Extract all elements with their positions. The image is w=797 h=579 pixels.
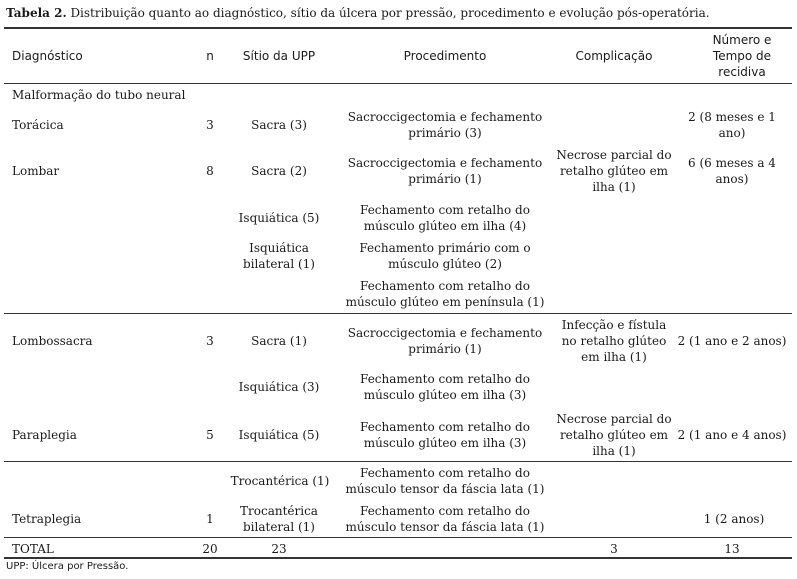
table-caption xyxy=(6,6,710,20)
header-n: n xyxy=(206,49,214,63)
rule-2 xyxy=(4,461,792,462)
recid-paraplegia: 2 (1 ano e 4 anos) xyxy=(677,428,787,442)
recid-toracica: 2 (8 meses e 1 ano) xyxy=(688,110,776,140)
diag-lombossacra: Lombossacra xyxy=(12,334,93,348)
n-paraplegia: 5 xyxy=(206,428,214,442)
recid-tetraplegia: 1 (2 anos) xyxy=(703,512,765,526)
total-n: 20 xyxy=(202,542,218,556)
n-tetraplegia: 1 xyxy=(206,512,214,526)
comp-lombar: Necrose parcial do retalho glúteo em ilha (1) xyxy=(556,148,672,194)
rule-1 xyxy=(4,313,792,314)
recid-lombar: 6 (6 meses a 4 anos) xyxy=(688,156,776,186)
sitio-lombar-isq: Isquiática (5) xyxy=(238,211,320,225)
caption-text: Distribuição quanto ao diagnóstico, sítio da úlcera por pressão, procedimento e evolução pós-operatória. xyxy=(66,6,710,20)
header-procedimento: Procedimento xyxy=(403,49,487,63)
header-complicacao: Complicação xyxy=(575,49,653,63)
total-sitio: 23 xyxy=(271,542,287,556)
proc-lombar-isqbil: Fechamento primário com o músculo glúteo (2) xyxy=(359,241,531,271)
diag-lombar: Lombar xyxy=(12,164,60,178)
proc-tetra-troc: Fechamento com retalho do músculo tensor da fáscia lata (1) xyxy=(345,466,545,496)
sitio-tetra-troc: Trocantérica (1) xyxy=(230,474,330,488)
diag-tetraplegia: Tetraplegia xyxy=(12,512,82,526)
proc-lombar-isq: Fechamento com retalho do músculo glúteo em ilha (4) xyxy=(360,203,530,233)
proc-lombossacra-isq: Fechamento com retalho do músculo glúteo em ilha (3) xyxy=(360,372,530,402)
header-rule xyxy=(4,83,792,84)
section-label: Malformação do tubo neural xyxy=(12,88,186,102)
header-diagnostico: Diagnóstico xyxy=(12,49,83,63)
total-recid: 13 xyxy=(724,542,740,556)
diag-toracica: Torácica xyxy=(12,118,64,132)
top-rule xyxy=(4,27,792,29)
proc-toracica: Sacroccigectomia e fechamento primário (3) xyxy=(347,110,543,140)
n-lombossacra: 3 xyxy=(206,334,214,348)
sitio-tetraplegia: Trocantérica bilateral (1) xyxy=(240,504,318,534)
comp-paraplegia: Necrose parcial do retalho glúteo em ilha (1) xyxy=(556,412,672,458)
sitio-lombossacra: Sacra (1) xyxy=(251,334,307,348)
n-lombar: 8 xyxy=(206,164,214,178)
sitio-toracica: Sacra (3) xyxy=(251,118,307,132)
sitio-lombossacra-isq: Isquiática (3) xyxy=(238,380,320,394)
proc-paraplegia: Fechamento com retalho do músculo glúteo em ilha (3) xyxy=(360,420,530,450)
header-recidiva: Número e Tempo de recidiva xyxy=(712,33,772,79)
diag-paraplegia: Paraplegia xyxy=(12,428,77,442)
footnote: UPP: Úlcera por Pressão. xyxy=(6,561,129,572)
bottom-rule xyxy=(4,557,792,559)
recid-lombossacra: 2 (1 ano e 2 anos) xyxy=(677,334,787,348)
sitio-lombar-isqbil: Isquiática bilateral (1) xyxy=(243,241,315,271)
header-sitio: Sítio da UPP xyxy=(242,49,316,63)
n-toracica: 3 xyxy=(206,118,214,132)
proc-tetraplegia: Fechamento com retalho do músculo tensor da fáscia lata (1) xyxy=(345,504,545,534)
comp-lombossacra: Infecção e fístula no retalho glúteo em ilha (1) xyxy=(561,318,667,364)
proc-lombar-pen: Fechamento com retalho do músculo glúteo em península (1) xyxy=(345,279,545,309)
proc-lombossacra: Sacroccigectomia e fechamento primário (1) xyxy=(347,326,543,356)
sitio-paraplegia: Isquiática (5) xyxy=(238,428,320,442)
total-label: TOTAL xyxy=(12,542,54,556)
rule-3 xyxy=(4,537,792,538)
total-comp: 3 xyxy=(610,542,618,556)
proc-lombar: Sacroccigectomia e fechamento primário (1) xyxy=(347,156,543,186)
sitio-lombar: Sacra (2) xyxy=(251,164,307,178)
caption-label: Tabela 2. xyxy=(6,6,67,20)
